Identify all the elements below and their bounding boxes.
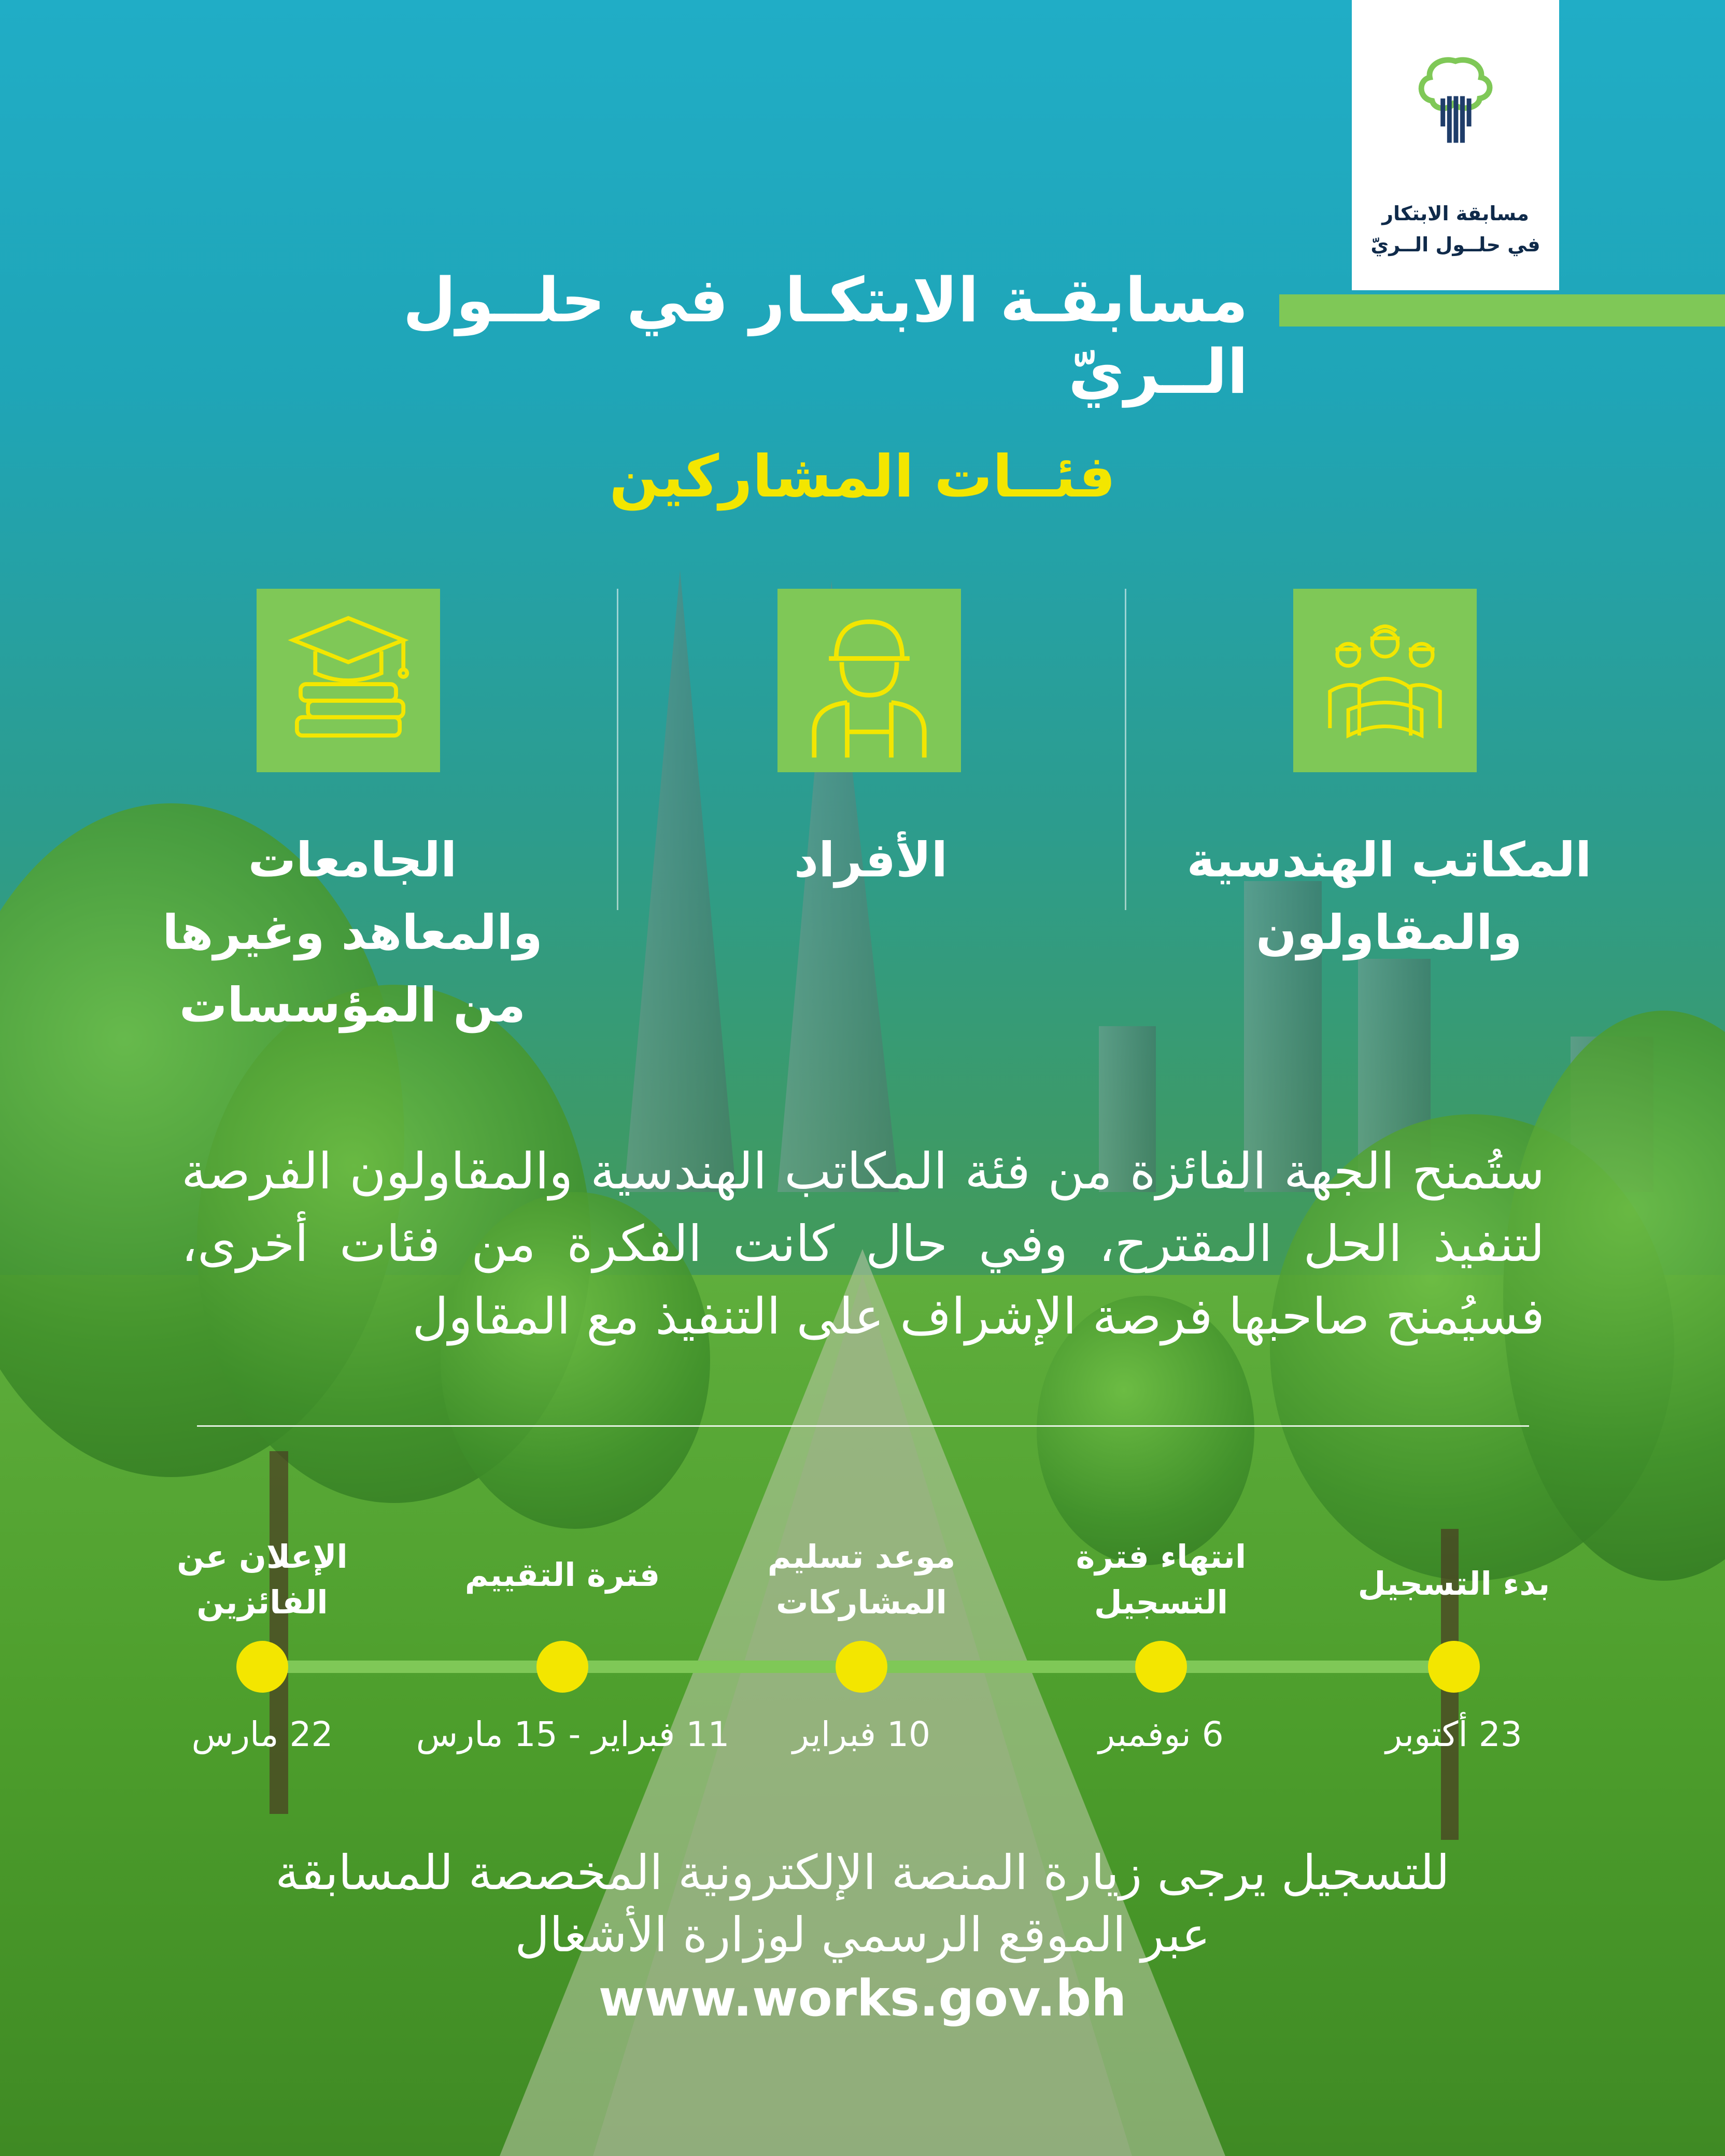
section-subtitle: فئــات المشاركين [609, 443, 1116, 510]
graduation-icon [257, 589, 440, 772]
category-label-line2: والمعاهد وغيرها [162, 905, 543, 960]
timeline-dot [1428, 1641, 1480, 1693]
timeline-label-line2: التسجيل [1094, 1583, 1228, 1621]
category-label-line1: الأفراد [794, 832, 948, 888]
timeline-label-evaluation [448, 1552, 676, 1598]
timeline-dot [836, 1641, 887, 1693]
timeline-label-line1: انتهاء فترة [1076, 1538, 1247, 1576]
category-divider [617, 589, 618, 910]
category-individuals [663, 824, 1078, 897]
timeline-label-registration-end [1047, 1534, 1275, 1625]
category-label-line2: والمقاولون [1256, 905, 1522, 960]
timeline-label-line1: موعد تسليم [767, 1538, 956, 1576]
category-label-line1: الجامعات [248, 832, 457, 888]
timeline-date: 6 نوفمبر [1098, 1714, 1224, 1754]
tree-logo-icon [1409, 31, 1502, 166]
footer-line1: للتسجيل يرجى زيارة المنصة الإلكترونية المخصصة للمسابقة [275, 1845, 1450, 1900]
category-label-line3: من المؤسسات [179, 977, 526, 1033]
timeline-label-line1: فترة التقييم [464, 1556, 660, 1594]
category-engineering-offices [1130, 824, 1648, 969]
timeline-dot [1135, 1641, 1187, 1693]
engineers-icon [1293, 589, 1477, 772]
timeline-label-line2: المشاركات [776, 1583, 947, 1621]
engineers-icon-box [1293, 589, 1477, 772]
timeline-date: 22 مارس [191, 1714, 333, 1754]
timeline-date: 11 فبراير - 15 مارس [416, 1714, 730, 1754]
category-divider [1125, 589, 1126, 910]
category-universities [119, 824, 586, 1042]
footer-line2: عبر الموقع الرسمي لوزارة الأشغال [515, 1907, 1210, 1963]
title-accent-bar [1279, 294, 1725, 327]
timeline-date: 23 أكتوبر [1385, 1714, 1522, 1754]
worker-icon [777, 589, 961, 772]
worker-icon-box [777, 589, 961, 772]
timeline-label-winners [148, 1534, 376, 1625]
page-title: مسابقـة الابتكـار في حلــول الــريّ [403, 264, 1248, 407]
timeline-dot [236, 1641, 288, 1693]
website-link[interactable]: www.works.gov.bh [598, 1969, 1127, 2027]
category-label-line1: المكاتب الهندسية [1186, 832, 1592, 888]
competition-logo [1352, 0, 1559, 290]
timeline-label-submission [747, 1534, 975, 1625]
tree-trunk [270, 1451, 288, 1814]
description-paragraph: ستُمنح الجهة الفائزة من فئة المكاتب الهندسية والمقاولون الفرصة لتنفيذ الحل المقترح، وفي حال كانت الفكرة من فئات أخرى، فسيُمنح صاحبها فرصة الإشراف على التنفيذ مع المقاول [181, 1142, 1545, 1345]
logo-text-line1: مسابقة الابتكار [1382, 202, 1529, 225]
timeline-label-registration-start [1340, 1561, 1568, 1607]
timeline-label-line1: بدء التسجيل [1358, 1565, 1550, 1602]
timeline-label-line2: الفائزين [196, 1583, 328, 1621]
timeline-dot [536, 1641, 588, 1693]
logo-text-line2: في حلــول الــريّ [1370, 233, 1540, 256]
timeline-date: 10 فبراير [793, 1714, 930, 1754]
timeline-label-line1: الإعلان عن [177, 1538, 348, 1576]
section-divider [197, 1425, 1529, 1427]
graduation-icon-box [257, 589, 440, 772]
